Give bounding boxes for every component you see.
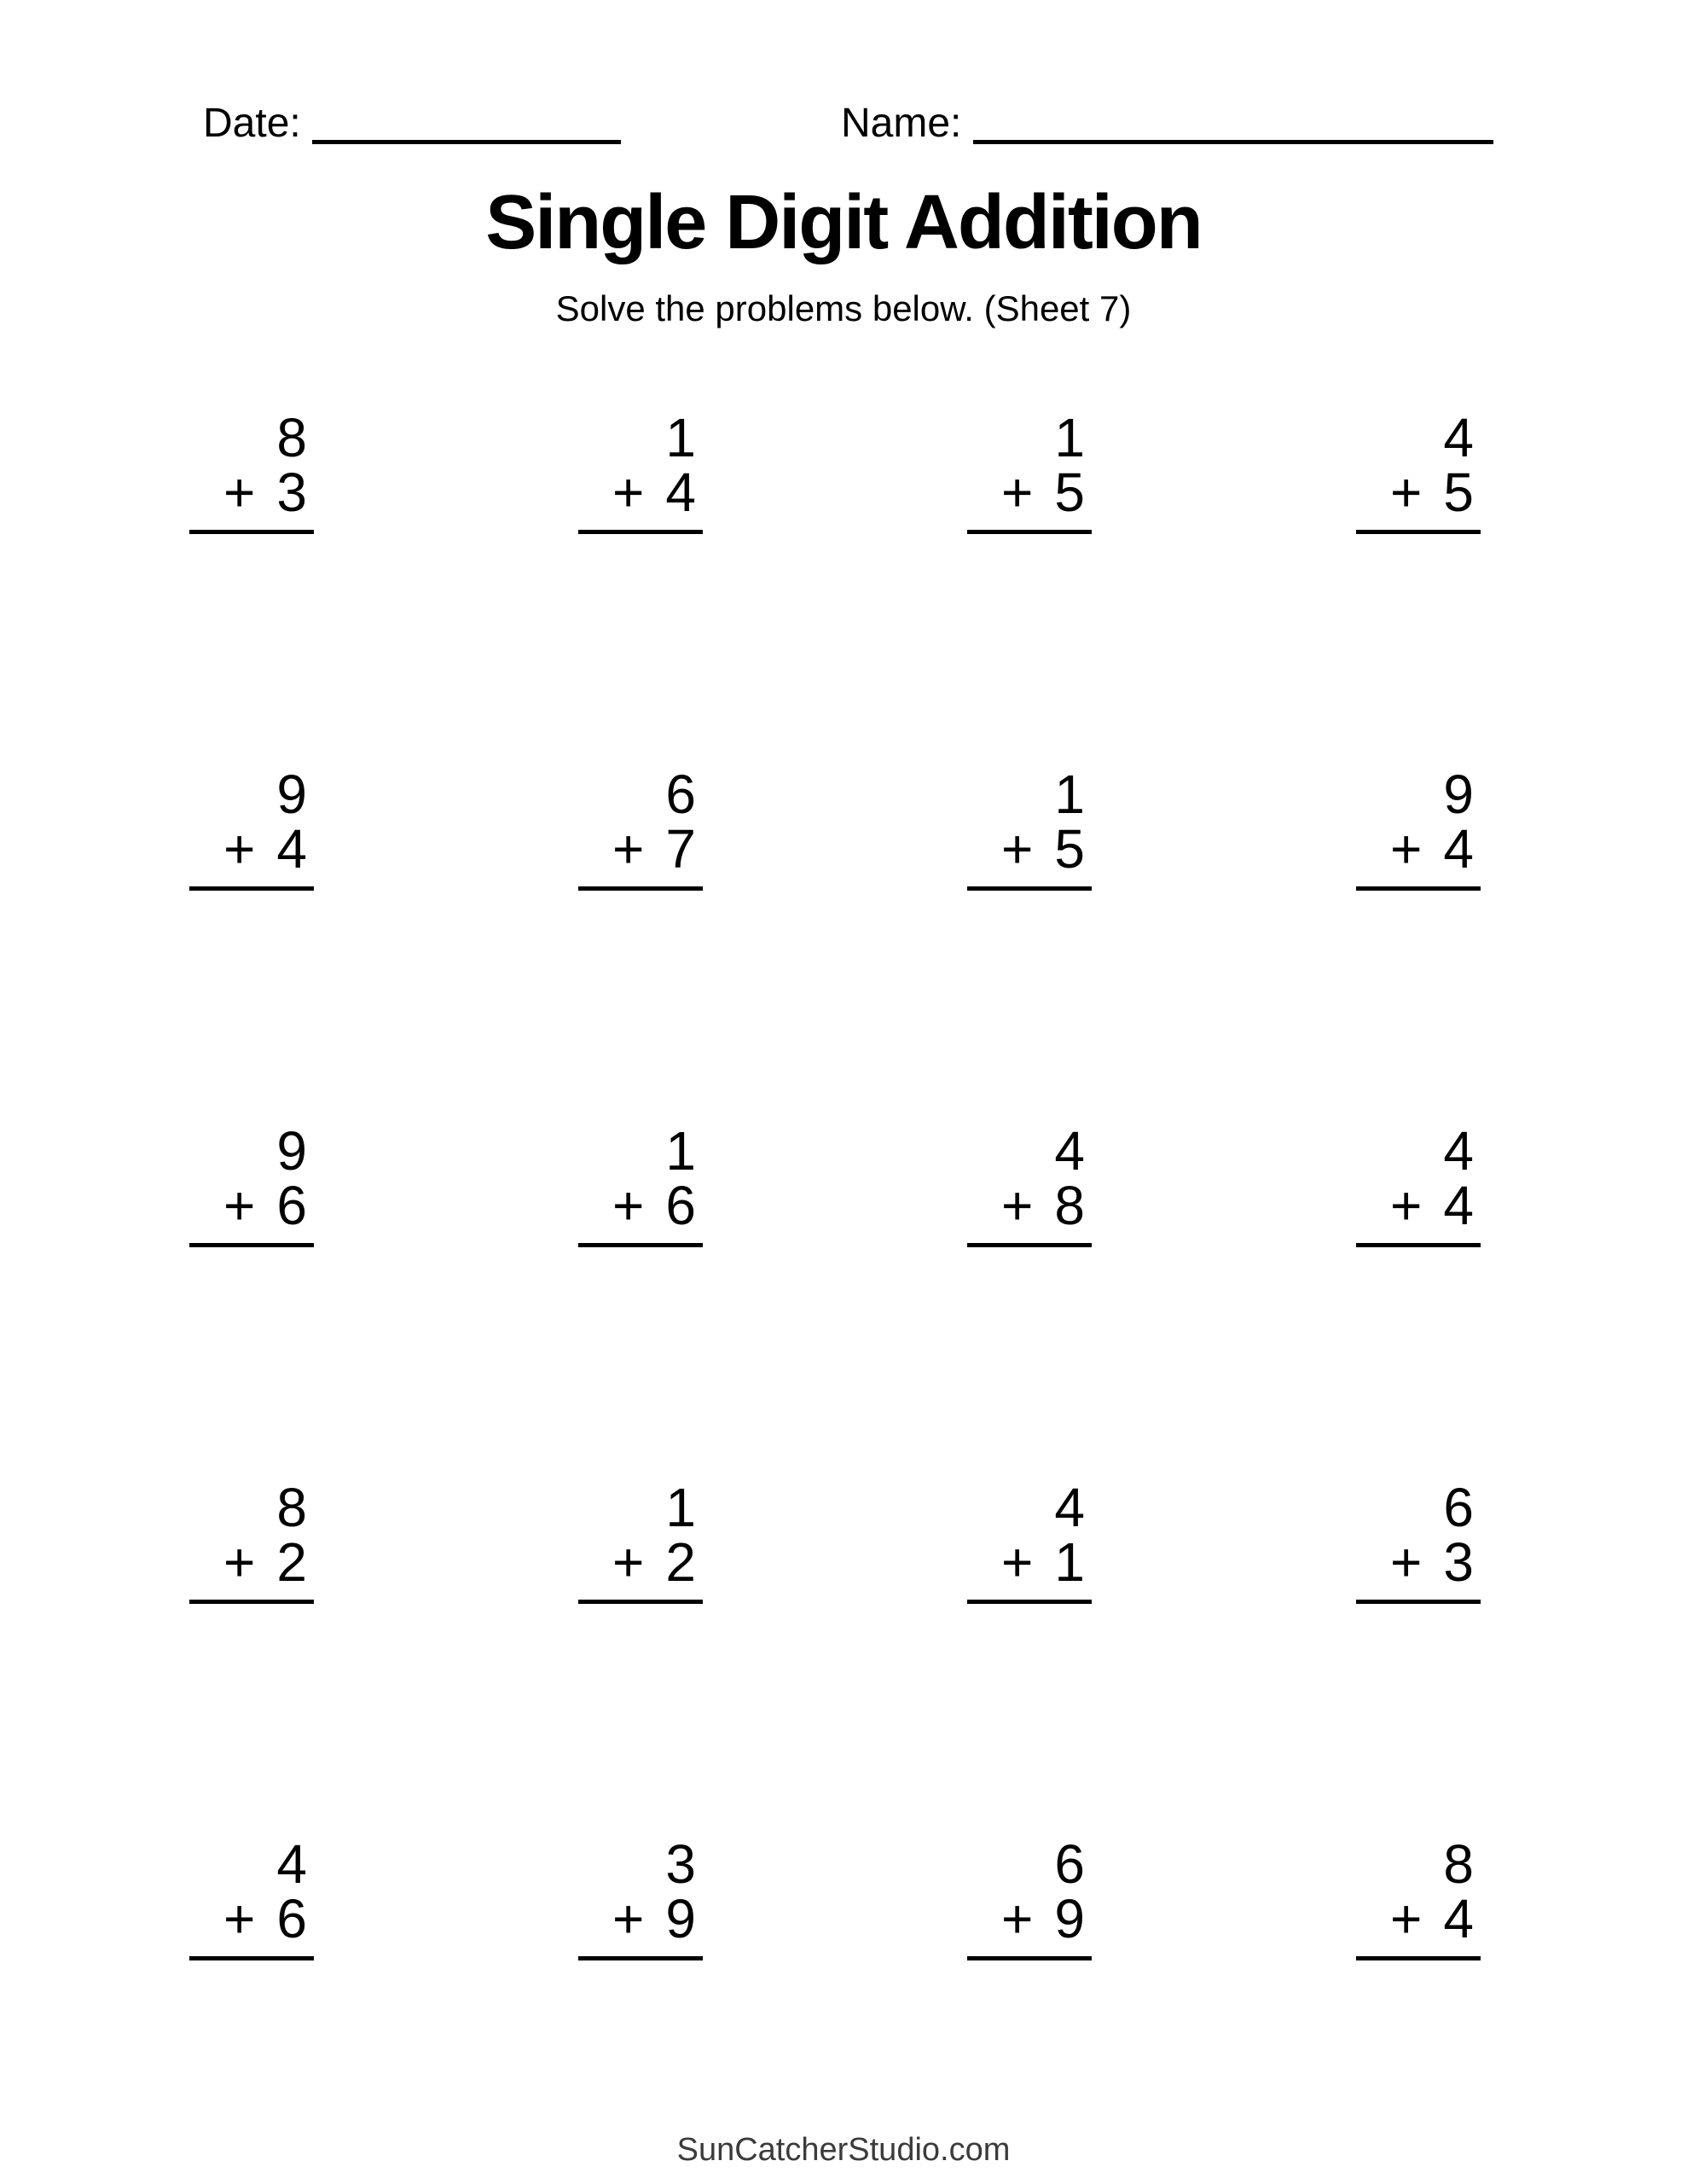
- bottom-addend: 9: [665, 1888, 696, 1949]
- answer-work-space: [578, 534, 703, 705]
- answer-work-space: [578, 1604, 703, 1774]
- addition-problem-3: [967, 407, 1092, 767]
- top-addend: 4: [1443, 1120, 1474, 1182]
- addition-problem-20: [1356, 1833, 1481, 2184]
- addition-problem-11: [967, 1120, 1092, 1480]
- bottom-addend: 5: [1443, 462, 1474, 523]
- plus-operator: +: [612, 818, 645, 880]
- top-addend: 1: [665, 1477, 696, 1538]
- addition-problem-12: [1356, 1120, 1481, 1480]
- top-addend: 1: [1054, 764, 1085, 825]
- addition-problem-14: [578, 1477, 703, 1837]
- answer-work-space: [967, 1247, 1092, 1418]
- bottom-addend: 4: [1443, 1888, 1474, 1949]
- answer-work-space: [1356, 1604, 1481, 1774]
- top-addend: 6: [665, 764, 696, 825]
- top-addend: 3: [665, 1833, 696, 1895]
- bottom-addend: 9: [1054, 1888, 1085, 1949]
- answer-work-space: [189, 891, 314, 1061]
- answer-work-space: [578, 1960, 703, 2131]
- bottom-addend: 4: [1443, 818, 1474, 880]
- answer-work-space: [578, 1247, 703, 1418]
- addition-problem-4: [1356, 407, 1481, 767]
- top-addend: 6: [1054, 1833, 1085, 1895]
- answer-work-space: [967, 534, 1092, 705]
- plus-operator: +: [1390, 1531, 1423, 1593]
- plus-operator: +: [1390, 1175, 1423, 1236]
- plus-operator: +: [223, 1531, 256, 1593]
- top-addend: 4: [276, 1833, 307, 1895]
- plus-operator: +: [1390, 818, 1423, 880]
- answer-work-space: [1356, 1960, 1481, 2131]
- plus-operator: +: [612, 1888, 645, 1949]
- answer-work-space: [1356, 891, 1481, 1061]
- bottom-addend: 6: [276, 1888, 307, 1949]
- bottom-addend: 4: [665, 462, 696, 523]
- addition-problem-6: [578, 764, 703, 1124]
- bottom-addend: 2: [665, 1531, 696, 1593]
- answer-work-space: [1356, 534, 1481, 705]
- answer-work-space: [578, 891, 703, 1061]
- worksheet-title: Single Digit Addition: [485, 180, 1202, 265]
- bottom-addend: 3: [276, 462, 307, 523]
- plus-operator: +: [612, 1531, 645, 1593]
- top-addend: 4: [1054, 1477, 1085, 1538]
- top-addend: 4: [1443, 407, 1474, 468]
- top-addend: 8: [1443, 1833, 1474, 1895]
- addition-problem-7: [967, 764, 1092, 1124]
- bottom-addend: 4: [1443, 1175, 1474, 1236]
- name-label: Name:: [841, 101, 962, 146]
- answer-work-space: [189, 1604, 314, 1774]
- bottom-addend: 5: [1054, 818, 1085, 880]
- answer-work-space: [967, 891, 1092, 1061]
- top-addend: 9: [276, 764, 307, 825]
- plus-operator: +: [1001, 1531, 1034, 1593]
- plus-operator: +: [612, 462, 645, 523]
- top-addend: 8: [276, 407, 307, 468]
- plus-operator: +: [612, 1175, 645, 1236]
- addition-problem-8: [1356, 764, 1481, 1124]
- plus-operator: +: [223, 1175, 256, 1236]
- answer-work-space: [967, 1960, 1092, 2131]
- addition-problem-15: [967, 1477, 1092, 1837]
- worksheet-subtitle: Solve the problems below. (Sheet 7): [555, 288, 1132, 328]
- bottom-addend: 1: [1054, 1531, 1085, 1593]
- addition-problem-16: [1356, 1477, 1481, 1837]
- problems-grid: [189, 407, 1481, 2184]
- bottom-addend: 7: [665, 818, 696, 880]
- answer-work-space: [189, 1960, 314, 2131]
- plus-operator: +: [1390, 462, 1423, 523]
- plus-operator: +: [223, 1888, 256, 1949]
- date-blank-line: [312, 140, 621, 144]
- top-addend: 1: [665, 1120, 696, 1182]
- answer-work-space: [1356, 1247, 1481, 1418]
- plus-operator: +: [223, 462, 256, 523]
- date-label: Date:: [203, 101, 301, 146]
- bottom-addend: 5: [1054, 462, 1085, 523]
- top-addend: 1: [1054, 407, 1085, 468]
- answer-work-space: [189, 534, 314, 705]
- plus-operator: +: [1001, 1888, 1034, 1949]
- footer-site-name: SunCatcherStudio.com: [676, 2132, 1011, 2168]
- plus-operator: +: [1390, 1888, 1423, 1949]
- addition-problem-2: [578, 407, 703, 767]
- addition-problem-5: [189, 764, 314, 1124]
- addition-problem-9: [189, 1120, 314, 1480]
- name-blank-line: [973, 140, 1493, 144]
- answer-work-space: [967, 1604, 1092, 1774]
- plus-operator: +: [1001, 462, 1034, 523]
- plus-operator: +: [1001, 818, 1034, 880]
- addition-problem-10: [578, 1120, 703, 1480]
- addition-problem-1: [189, 407, 314, 767]
- bottom-addend: 3: [1443, 1531, 1474, 1593]
- plus-operator: +: [223, 818, 256, 880]
- plus-operator: +: [1001, 1175, 1034, 1236]
- bottom-addend: 2: [276, 1531, 307, 1593]
- bottom-addend: 4: [276, 818, 307, 880]
- answer-work-space: [189, 1247, 314, 1418]
- top-addend: 4: [1054, 1120, 1085, 1182]
- top-addend: 1: [665, 407, 696, 468]
- bottom-addend: 8: [1054, 1175, 1085, 1236]
- bottom-addend: 6: [276, 1175, 307, 1236]
- top-addend: 8: [276, 1477, 307, 1538]
- bottom-addend: 6: [665, 1175, 696, 1236]
- addition-problem-13: [189, 1477, 314, 1837]
- top-addend: 6: [1443, 1477, 1474, 1538]
- addition-problem-17: [189, 1833, 314, 2184]
- top-addend: 9: [1443, 764, 1474, 825]
- top-addend: 9: [276, 1120, 307, 1182]
